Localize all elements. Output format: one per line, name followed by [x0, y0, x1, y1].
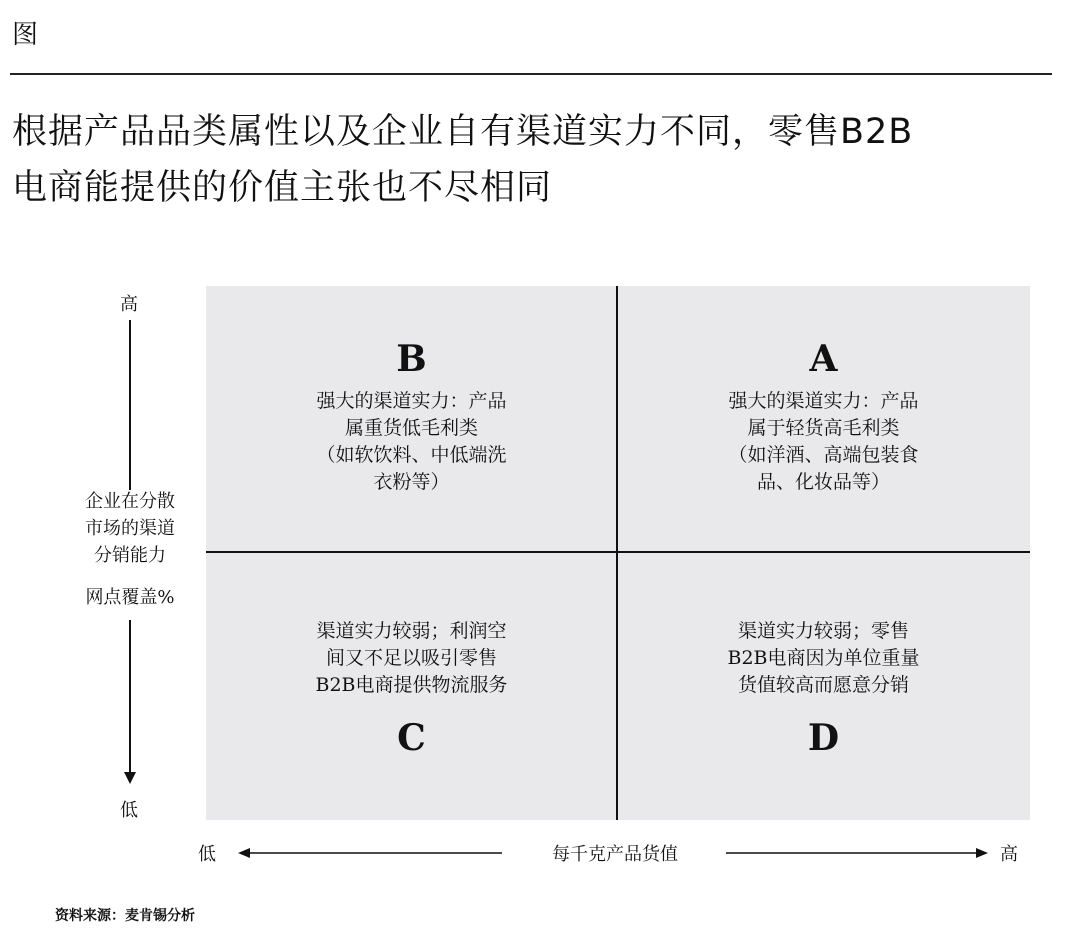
quadrant-text: 渠道实力较弱；零售: [737, 620, 909, 642]
y-axis-label: [40, 488, 220, 569]
source-note: 资料来源：麦肯锡分析: [55, 908, 195, 924]
quadrant-letter: B: [396, 338, 427, 380]
quadrant-text: B2B电商因为单位重量: [727, 647, 920, 669]
figure-label: 图: [12, 20, 39, 50]
divider: [10, 73, 1052, 75]
quadrant-text: （如软饮料、中低端洗: [316, 444, 507, 466]
quadrant-text: 强大的渠道实力：产品: [728, 390, 919, 412]
quadrant-text: 间又不足以吸引零售: [325, 647, 497, 669]
y-axis-sublabel: 网点覆盖%: [85, 587, 175, 608]
quadrant-b: [206, 338, 617, 496]
y-axis-label-line: 分销能力: [94, 545, 166, 566]
quadrant-d: [618, 618, 1029, 759]
x-axis-high: 高: [1000, 844, 1018, 865]
quadrant-text: 强大的渠道实力：产品: [316, 390, 507, 412]
x-axis-label: 每千克产品货值: [552, 844, 678, 865]
y-axis-line-bottom: [129, 620, 131, 775]
y-axis-high: 高: [120, 294, 138, 315]
quadrant-text: 货值较高而愿意分销: [737, 674, 909, 696]
arrow-right-icon: [726, 845, 990, 861]
y-axis-line-top: [129, 320, 131, 490]
y-axis-label-line: 市场的渠道: [85, 518, 175, 539]
quadrant-text: 属于轻货高毛利类: [747, 417, 900, 439]
quadrant-text: 属重货低毛利类: [344, 417, 478, 439]
quadrant-text: （如洋酒、高端包装食: [728, 444, 919, 466]
quadrant-a: [618, 338, 1029, 496]
quadrant-text: 渠道实力较弱；利润空: [316, 620, 507, 642]
arrow-left-icon: [236, 845, 504, 861]
headline-line-1: 根据产品品类属性以及企业自有渠道实力不同，零售B2B: [12, 112, 914, 152]
x-axis-low: 低: [198, 844, 216, 865]
quadrant-text: B2B电商提供物流服务: [315, 674, 508, 696]
arrow-down-icon: [122, 770, 138, 786]
quadrant-letter: C: [397, 717, 426, 759]
headline-line-2: 电商能提供的价值主张也不尽相同: [12, 168, 553, 208]
horizontal-divider: [206, 551, 1030, 553]
quadrant-text: 衣粉等）: [373, 471, 450, 493]
quadrant-c: [206, 618, 617, 759]
y-axis-low: 低: [120, 800, 138, 821]
quadrant-letter: A: [809, 338, 838, 380]
quadrant-text: 品、化妆品等）: [756, 471, 890, 493]
y-axis-label-line: 企业在分散: [85, 491, 175, 512]
quadrant-letter: D: [807, 717, 840, 759]
